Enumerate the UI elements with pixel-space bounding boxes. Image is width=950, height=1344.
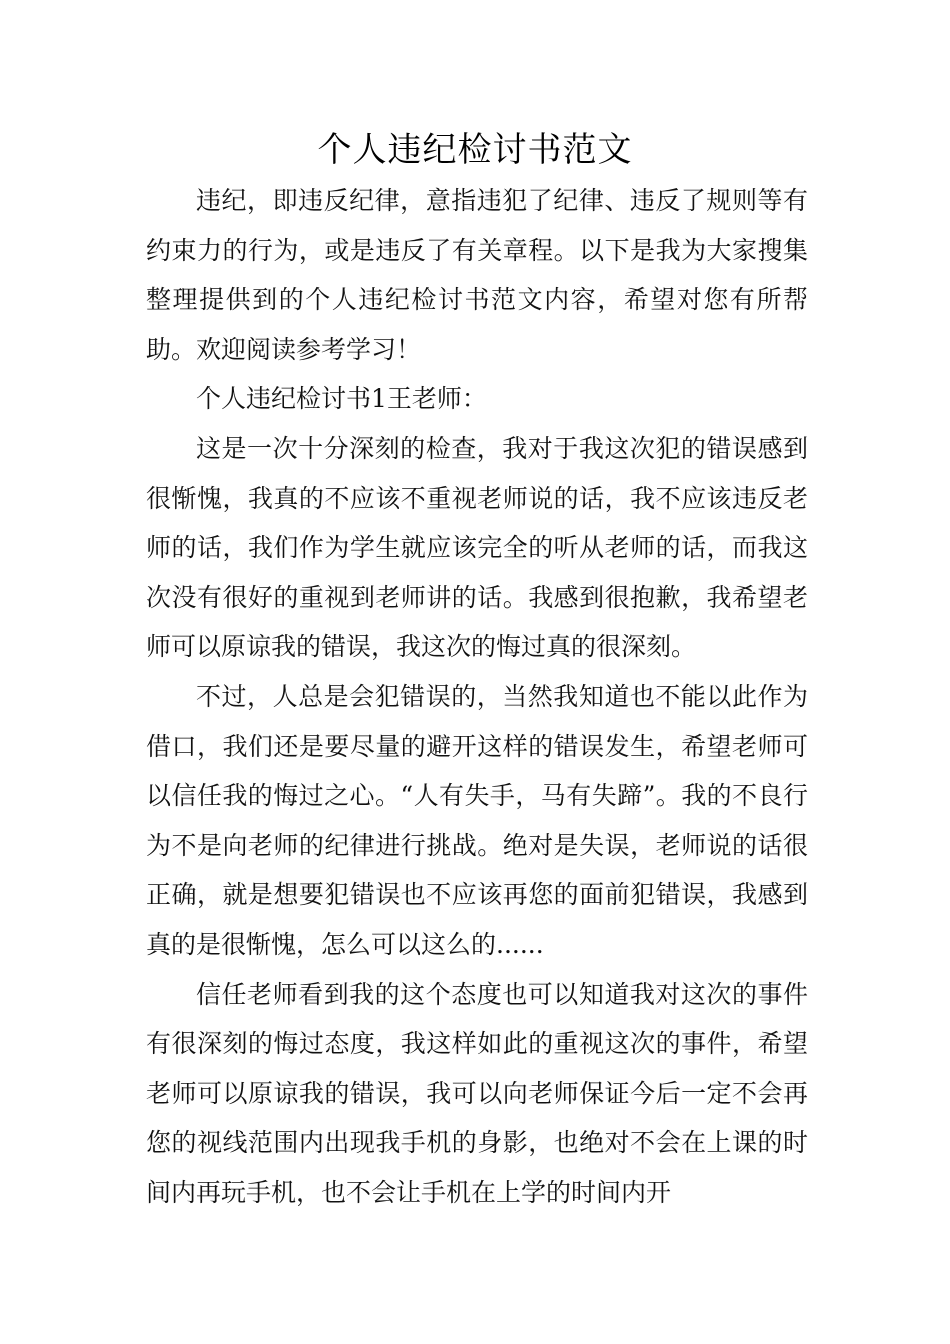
paragraph-intro: 违纪，即违反纪律，意指违犯了纪律、违反了规则等有约束力的行为，或是违反了有关章程。以下是我为大家搜集整理提供到的个人违纪检讨书范文内容，希望对您有所帮助。欢迎阅读参考学习！ xyxy=(146,186,808,364)
paragraph-body-1: 这是一次十分深刻的检查，我对于我这次犯的错误感到很惭愧，我真的不应该不重视老师说的话，我不应该违反老师的话，我们作为学生就应该完全的听从老师的话，而我这次没有很好的重视到老师讲的话。我感到很抱歉，我希望老师可以原谅我的错误，我这次的悔过真的很深刻。 xyxy=(146,433,808,662)
paragraph-heading: 个人违纪检讨书1王老师： xyxy=(196,384,487,414)
paragraph-body-3: 信任老师看到我的这个态度也可以知道我对这次的事件有很深刻的悔过态度，我这样如此的重视这次的事件，希望老师可以原谅我的错误，我可以向老师保证今后一定不会再您的视线范围内出现我手机的身影，也绝对不会在上课的时间内再玩手机，也不会让手机在上学的时间内开 xyxy=(146,979,808,1207)
document-body xyxy=(146,176,808,1217)
paragraph-body-2: 不过，人总是会犯错误的，当然我知道也不能以此作为借口，我们还是要尽量的避开这样的错误发生，希望老师可以信任我的悔过之心。“人有失手，马有失蹄”。我的不良行为不是向老师的纪律进行挑战。绝对是失误，老师说的话很正确，就是想要犯错误也不应该再您的面前犯错误，我感到真的是很惭愧，怎么可以这么的...... xyxy=(146,681,808,959)
page-title: 个人违纪检讨书范文 xyxy=(317,130,633,170)
